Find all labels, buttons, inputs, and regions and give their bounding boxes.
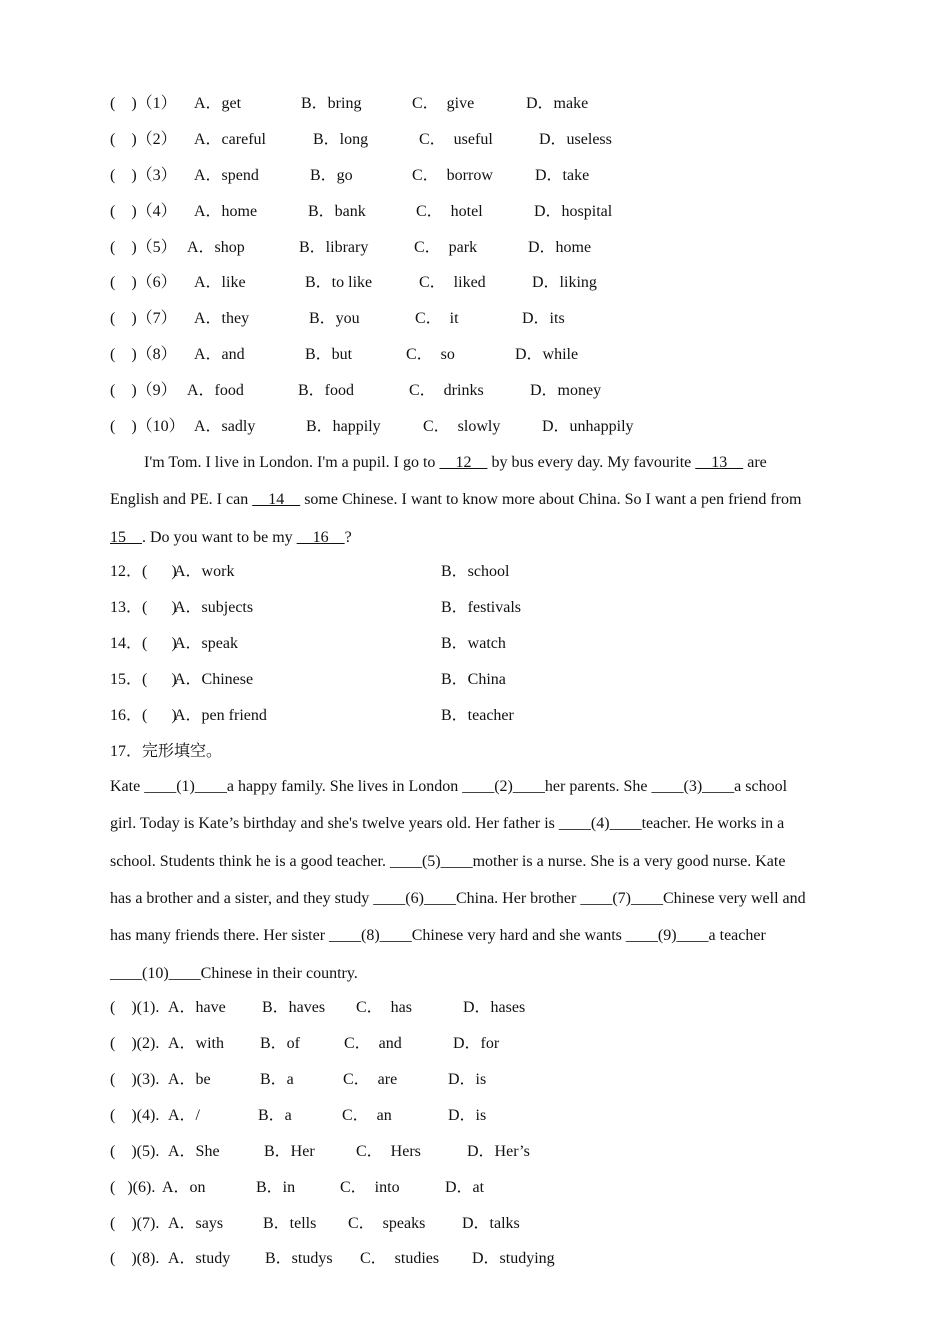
question-row bbox=[0, 1106, 950, 1126]
option-a: A．spend bbox=[194, 167, 259, 184]
option-d: D．liking bbox=[532, 274, 597, 291]
question-number: ( )（4） bbox=[110, 203, 177, 220]
option-d: D．hases bbox=[463, 999, 526, 1016]
option-c: C． it bbox=[415, 310, 459, 327]
question-row bbox=[0, 238, 950, 258]
passage-line: Kate ____(1)____a happy family. She lives in London ____(2)____her parents. She ____(3)____a school bbox=[110, 778, 788, 795]
option-b: B．long bbox=[313, 131, 369, 148]
question-row bbox=[0, 562, 950, 582]
option-a: A．She bbox=[168, 1143, 220, 1160]
option-c: C． has bbox=[356, 999, 413, 1016]
question-row bbox=[0, 634, 950, 654]
option-d: D．hospital bbox=[534, 203, 613, 220]
question-number: ( )(7). bbox=[110, 1215, 164, 1232]
question-row bbox=[0, 417, 950, 437]
question-row bbox=[0, 130, 950, 150]
question-row bbox=[0, 1249, 950, 1269]
option-b: B．in bbox=[256, 1179, 296, 1196]
question-number: ( )(8). bbox=[110, 1250, 164, 1267]
option-a: A．like bbox=[194, 274, 246, 291]
option-b: B．Her bbox=[264, 1143, 315, 1160]
option-c: C． give bbox=[412, 95, 475, 112]
option-b: B．to like bbox=[305, 274, 373, 291]
option-b: B．China bbox=[441, 671, 506, 688]
option-a: A．they bbox=[194, 310, 250, 327]
option-a: A．sadly bbox=[194, 418, 256, 435]
question-row bbox=[0, 309, 950, 329]
option-a: A．Chinese bbox=[174, 671, 254, 688]
option-d: D．make bbox=[526, 95, 589, 112]
question-row bbox=[0, 202, 950, 222]
passage-text: . Do you want to be my bbox=[142, 529, 297, 546]
question-row bbox=[0, 706, 950, 726]
passage-text: ? bbox=[344, 529, 352, 546]
blank-14: 14 bbox=[252, 491, 301, 508]
option-c: C． liked bbox=[419, 274, 486, 291]
option-a: A．on bbox=[162, 1179, 206, 1196]
option-a: A．home bbox=[194, 203, 258, 220]
question-row bbox=[0, 381, 950, 401]
option-b: B．tells bbox=[263, 1215, 317, 1232]
option-a: A．work bbox=[174, 563, 235, 580]
option-d: D．home bbox=[528, 239, 592, 256]
option-d: D．is bbox=[448, 1107, 487, 1124]
passage-line: girl. Today is Kate’s birthday and she's twelve years old. Her father is ____(4)____teacher. He works in a bbox=[110, 815, 785, 832]
option-c: C． speaks bbox=[348, 1215, 426, 1232]
passage-text: some Chinese. I want to know more about China. So I want a pen friend from bbox=[300, 491, 802, 508]
option-d: D．is bbox=[448, 1071, 487, 1088]
option-c: C． park bbox=[414, 239, 478, 256]
option-a: A．pen friend bbox=[174, 707, 267, 724]
passage-line bbox=[144, 453, 879, 473]
option-a: A．speak bbox=[174, 635, 238, 652]
option-b: B．studys bbox=[265, 1250, 333, 1267]
option-b: B．a bbox=[260, 1071, 294, 1088]
question-number: ( )（1） bbox=[110, 95, 177, 112]
option-b: B．watch bbox=[441, 635, 506, 652]
passage-text: English and PE. I can bbox=[110, 491, 253, 508]
question-number: ( )(4). bbox=[110, 1107, 164, 1124]
section-title: 17．完形填空。 bbox=[110, 743, 223, 760]
passage-line: ____(10)____Chinese in their country. bbox=[110, 965, 358, 982]
option-d: D．its bbox=[522, 310, 565, 327]
question-number: ( )（7） bbox=[110, 310, 177, 327]
option-c: C． hotel bbox=[416, 203, 483, 220]
blank-16: 16 bbox=[296, 529, 345, 546]
option-a: A．careful bbox=[194, 131, 266, 148]
option-b: B．but bbox=[305, 346, 353, 363]
option-b: B．a bbox=[258, 1107, 292, 1124]
question-row bbox=[0, 345, 950, 365]
question-number: ( )（9） bbox=[110, 382, 177, 399]
option-b: B．library bbox=[299, 239, 369, 256]
option-d: D．useless bbox=[539, 131, 612, 148]
question-number: 15．( ) bbox=[110, 671, 177, 688]
question-number: 16．( ) bbox=[110, 707, 177, 724]
option-c: C． studies bbox=[360, 1250, 440, 1267]
option-d: D．studying bbox=[472, 1250, 555, 1267]
passage-text: I'm Tom. I live in London. I'm a pupil. I go to bbox=[144, 454, 440, 471]
question-number: ( )（6） bbox=[110, 274, 177, 291]
option-d: D．at bbox=[445, 1179, 485, 1196]
question-number: ( )(1). bbox=[110, 999, 164, 1016]
question-number: 13．( ) bbox=[110, 599, 177, 616]
option-b: B．happily bbox=[306, 418, 381, 435]
option-b: B．you bbox=[309, 310, 360, 327]
question-row bbox=[0, 1214, 950, 1234]
question-row bbox=[0, 166, 950, 186]
question-number: ( )(2). bbox=[110, 1035, 164, 1052]
option-d: D．money bbox=[530, 382, 602, 399]
option-d: D．talks bbox=[462, 1215, 520, 1232]
blank-15: 15 bbox=[110, 529, 142, 546]
option-a: A．study bbox=[168, 1250, 231, 1267]
option-d: D．unhappily bbox=[542, 418, 634, 435]
question-row bbox=[0, 998, 950, 1018]
option-b: B．festivals bbox=[441, 599, 521, 616]
question-row bbox=[0, 273, 950, 293]
option-c: C． an bbox=[342, 1107, 392, 1124]
question-row bbox=[0, 1178, 950, 1198]
blank-13: 13 bbox=[695, 454, 744, 471]
option-a: A．subjects bbox=[174, 599, 254, 616]
question-number: ( )(6). bbox=[110, 1179, 160, 1196]
option-d: D．Her’s bbox=[467, 1143, 530, 1160]
passage-text: are bbox=[743, 454, 767, 471]
option-a: A．get bbox=[194, 95, 242, 112]
option-a: A．/ bbox=[168, 1107, 201, 1124]
option-b: B．bring bbox=[301, 95, 362, 112]
passage-line bbox=[110, 528, 845, 548]
option-a: A．shop bbox=[187, 239, 245, 256]
question-number: ( )（5） bbox=[110, 239, 177, 256]
option-b: B．of bbox=[260, 1035, 301, 1052]
question-number: 12．( ) bbox=[110, 563, 177, 580]
option-b: B．food bbox=[298, 382, 355, 399]
question-number: 14．( ) bbox=[110, 635, 177, 652]
option-b: B．haves bbox=[262, 999, 326, 1016]
question-number: ( )（8） bbox=[110, 346, 177, 363]
question-number: ( )(3). bbox=[110, 1071, 164, 1088]
option-c: C． slowly bbox=[423, 418, 501, 435]
option-b: B．teacher bbox=[441, 707, 514, 724]
passage-line bbox=[110, 490, 845, 510]
question-number: ( )（2） bbox=[110, 131, 177, 148]
option-a: A．and bbox=[194, 346, 245, 363]
option-b: B．go bbox=[310, 167, 353, 184]
option-c: C． drinks bbox=[409, 382, 484, 399]
option-c: C． so bbox=[406, 346, 455, 363]
question-row bbox=[0, 1070, 950, 1090]
option-a: A．says bbox=[168, 1215, 224, 1232]
option-a: A．food bbox=[187, 382, 244, 399]
question-row bbox=[0, 1034, 950, 1054]
passage-line: has many friends there. Her sister ____(8)____Chinese very hard and she wants ____(9)____a teacher bbox=[110, 927, 766, 944]
option-d: D．while bbox=[515, 346, 579, 363]
option-a: A．be bbox=[168, 1071, 211, 1088]
option-c: C． into bbox=[340, 1179, 400, 1196]
option-c: C． borrow bbox=[412, 167, 493, 184]
question-number: ( )(5). bbox=[110, 1143, 164, 1160]
option-c: C． Hers bbox=[356, 1143, 421, 1160]
option-b: B．school bbox=[441, 563, 510, 580]
question-number: ( )（3） bbox=[110, 167, 177, 184]
blank-12: 12 bbox=[439, 454, 488, 471]
passage-line: has a brother and a sister, and they study ____(6)____China. Her brother ____(7)____Chinese very well and bbox=[110, 890, 806, 907]
option-c: C． useful bbox=[419, 131, 493, 148]
option-b: B．bank bbox=[308, 203, 366, 220]
question-number: ( )（10） bbox=[110, 418, 185, 435]
question-row bbox=[0, 94, 950, 114]
option-d: D．for bbox=[453, 1035, 500, 1052]
option-a: A．with bbox=[168, 1035, 225, 1052]
option-a: A．have bbox=[168, 999, 226, 1016]
option-d: D．take bbox=[535, 167, 590, 184]
question-row bbox=[0, 670, 950, 690]
passage-line: school. Students think he is a good teacher. ____(5)____mother is a nurse. She is a very good nurse. Kate bbox=[110, 853, 786, 870]
question-row bbox=[0, 598, 950, 618]
question-row bbox=[0, 1142, 950, 1162]
passage-text: by bus every day. My favourite bbox=[487, 454, 696, 471]
option-c: C． and bbox=[344, 1035, 402, 1052]
option-c: C． are bbox=[343, 1071, 398, 1088]
